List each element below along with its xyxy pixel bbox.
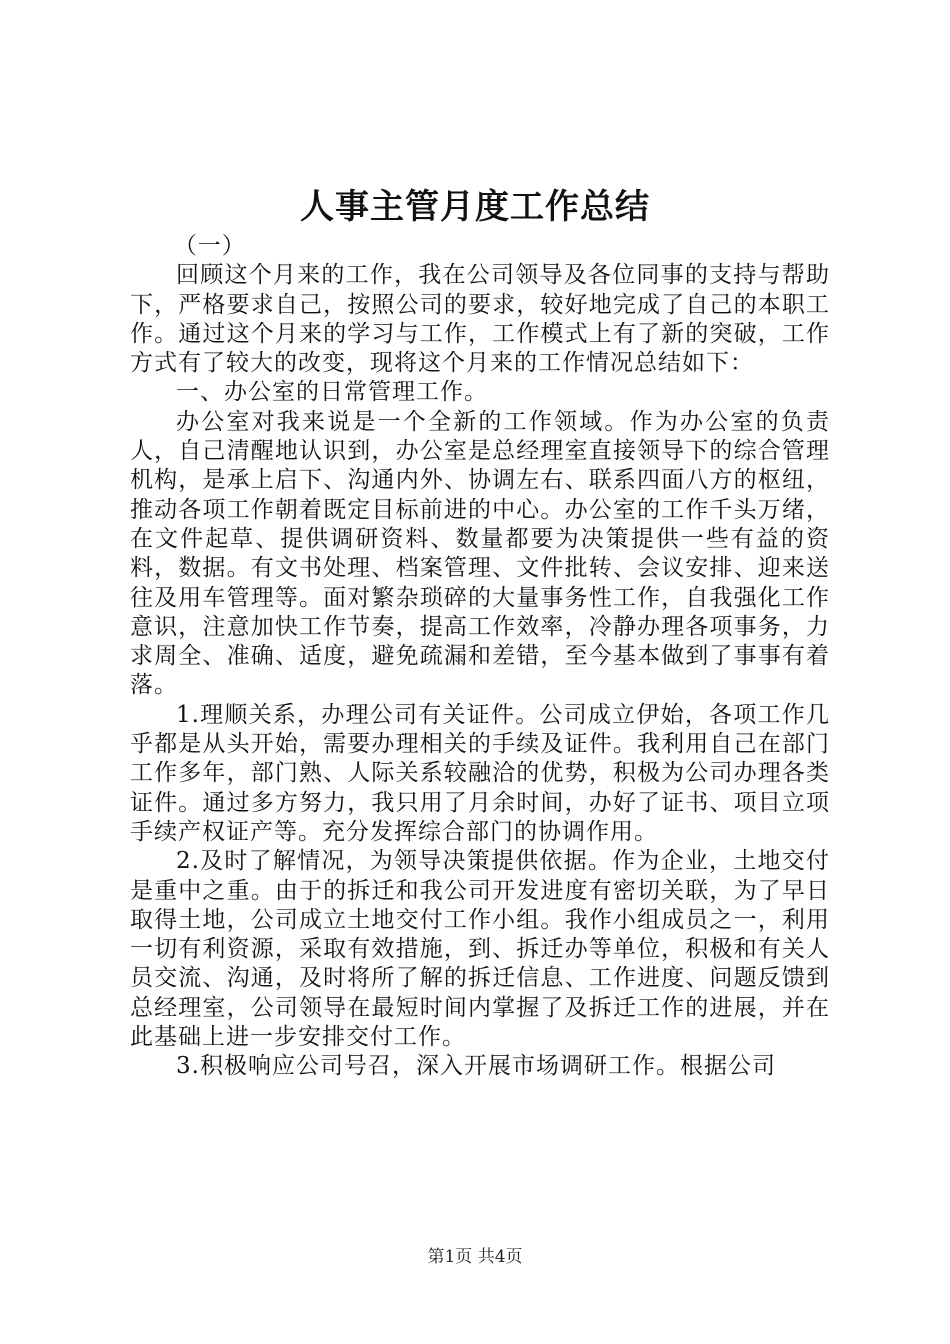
paragraph-item-3: 3.积极响应公司号召，深入开展市场调研工作。根据公司	[176, 1053, 776, 1080]
section-marker: （一）	[173, 233, 246, 259]
paragraph-item-1: 1.理顺关系，办理公司有关证件。公司成立伊始，各项工作几乎都是从头开始，需要办理相关的手续及证件。我利用自己在部门工作多年，部门熟、人际关系较融洽的优势，积极为公司办理各类证件。通过多方努力，我只用了月余时间，办好了证书、项目立项手续产权证产等。充分发挥综合部门的协调作用。	[130, 701, 830, 845]
document-body	[130, 232, 830, 1082]
paragraph-intro: 回顾这个月来的工作，我在公司领导及各位同事的支持与帮助下，严格要求自己，按照公司的要求，较好地完成了自己的本职工作。通过这个月来的学习与工作，工作模式上有了新的突破，工作方式有了较大的改变，现将这个月来的工作情况总结如下：	[130, 262, 830, 377]
section-heading: 一、办公室的日常管理工作。	[176, 379, 488, 406]
paragraph-office-overview: 办公室对我来说是一个全新的工作领域。作为办公室的负责人，自己清醒地认识到，办公室是总经理室直接领导下的综合管理机构，是承上启下、沟通内外、协调左右、联系四面八方的枢纽，推动各项工作朝着既定目标前进的中心。办公室的工作千头万绪，在文件起草、提供调研资料、数量都要为决策提供一些有益的资料，数据。有文书处理、档案管理、文件批转、会议安排、迎来送往及用车管理等。面对繁杂琐碎的大量事务性工作，自我强化工作意识，注意加快工作节奏，提高工作效率，冷静办理各项事务，力求周全、准确、适度，避免疏漏和差错，至今基本做到了事事有着落。	[130, 408, 830, 699]
document-title: 人事主管月度工作总结	[300, 187, 650, 227]
paragraph-item-2: 2.及时了解情况，为领导决策提供依据。作为企业，土地交付是重中之重。由于的拆迁和我公司开发进度有密切关联，为了早日取得土地，公司成立土地交付工作小组。我作小组成员之一，利用一切有利资源，采取有效措施，到、拆迁办等单位，积极和有关人员交流、沟通，及时将所了解的拆迁信息、工作进度、问题反馈到总经理室，公司领导在最短时间内掌握了及拆迁工作的进展，并在此基础上进一步安排交付工作。	[130, 848, 830, 1051]
page-footer: 第1页 共4页	[427, 1247, 523, 1267]
